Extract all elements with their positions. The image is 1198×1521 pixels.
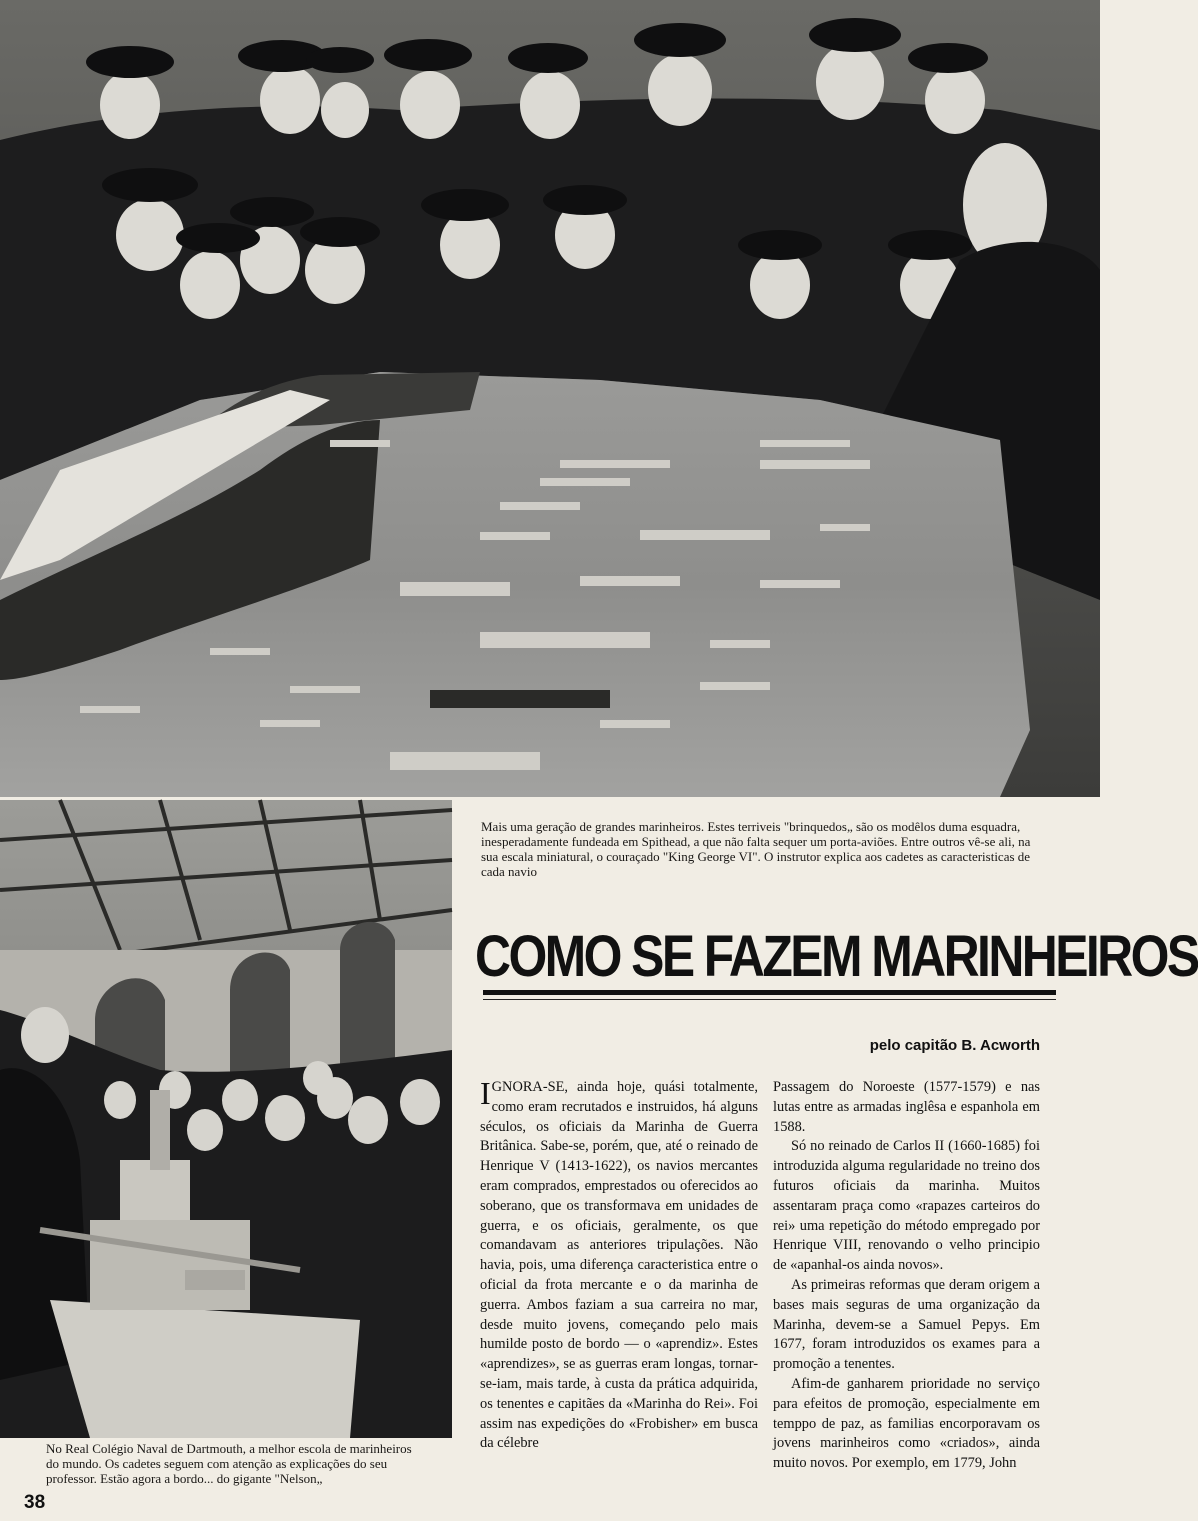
photo-dartmouth-battleship-model-image [0, 800, 452, 1438]
photo-dartmouth-battleship-model [0, 800, 452, 1438]
column-1-text: GNORA-SE, ainda hoje, quási totalmente, como eram recrutados e instruidos, há alguns séculos, os oficiais da Marinha de Guerra Britânica. Sabe-se, porém, que, até o reinado de Henrique V (1413-1622), os navios mercantes eram comprados, emprestados ou oferecidos ao soberano, que os transformava em unidades de guerra, e os oficiais, geralmente, os que comandavam as anteriores tripulações. Não havia, pois, uma diferença caracteristica entre o oficial da frota mercante e o da marinha de guerra. Ambos faziam a sua carreira no mar, desde muito jovens, começando pelo mais humilde posto de bordo — o «aprendiz». Estes «aprendizes», se as guerras eram longas, tornar-se-iam, mais tarde, à custa da prática adquirida, os tenentes e capitães da «Marinha do Rei». Foi assim nas expedições do «Frobisher» em busca da célebre [480, 1079, 758, 1452]
column-2-paragraph-4: Afim-de ganharem prioridade no serviço para efeitos de promoção, especialmente em temppo de paz, as familias encorporavam os jovens marinheiros como «criados», ainda muito novos. Por exemplo, em 1779, John [773, 1375, 1040, 1472]
drop-cap: I [480, 1075, 491, 1111]
title-rule-thick [483, 990, 1056, 995]
article-column-1 [480, 1075, 758, 1478]
photo-cadets-fleet-model [0, 0, 1100, 797]
column-2-paragraph-2: Só no reinado de Carlos II (1660-1685) foi introduzida alguma regularidade no treino dos futuros oficiais da marinha. Muitos assentaram praça como «rapazes carteiros do rei» uma repetição do método empregado por Henrique VIII, renovando o velho principio de «apanhal-os ainda novos». [773, 1138, 1040, 1274]
title-rule-thin [483, 999, 1056, 1000]
photo-cadets-fleet-model-image [0, 0, 1100, 797]
page-number: 38 [24, 1492, 46, 1513]
article-column-2 [773, 1078, 1040, 1478]
column-1-paragraph [480, 1075, 758, 1454]
column-2-paragraph-1: Passagem do Noroeste (1577-1579) e nas lutas entre as armadas inglêsa e espanhola em 1588. [773, 1079, 1040, 1135]
column-2-paragraph-3: As primeiras reformas que deram origem a bases mais seguras de uma organização da Marinha, devem-se a Samuel Pepys. Em 1677, foram introduzidos os exames para a promoção a tenentes. [773, 1276, 1040, 1373]
bottom-photo-caption: No Real Colégio Naval de Dartmouth, a melhor escola de marinheiros do mundo. Os cadetes seguem com atenção as explicações do seu professor. Estão agora a bordo... do gigante "Nelson„ [46, 1441, 412, 1486]
article-byline: pelo capitão B. Acworth [869, 1037, 1040, 1054]
top-photo-caption: Mais uma geração de grandes marinheiros. Estes terriveis "brinquedos„ são os modêlos duma esquadra, inesperadamente fundeada em Spithead, a que não falta sequer um porta-aviões. Entre outros vê-se ali, na sua escala miniatural, o couraçado "King George VI". O instrutor explica aos cadetes as caracteristicas de cada navio [481, 819, 1031, 879]
article-title: COMO SE FAZEM MARINHEIROS [475, 924, 1198, 989]
